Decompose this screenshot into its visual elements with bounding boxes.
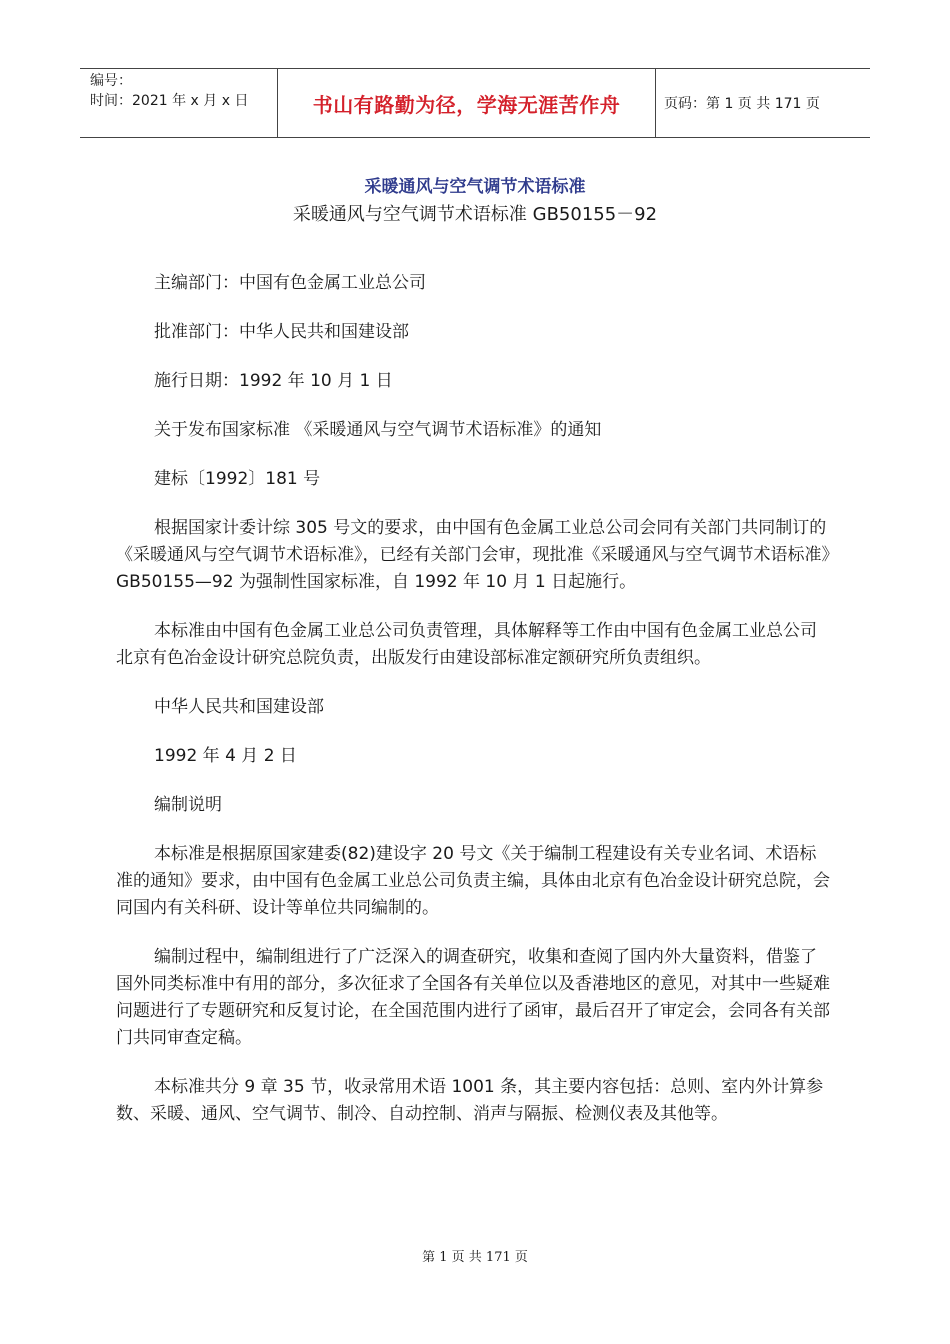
header-page-number: 页码：第 1 页 共 171 页 [664,96,820,112]
paragraph-management: 本标准由中国有色金属工业总公司负责管理，具体解释等工作由中国有色金属工业总公司北京有色冶金设计研究总院负责，出版发行由建设部标准定额研究所负责组织。 [116,621,817,668]
document-title: 采暖通风与空气调节术语标准 [364,177,586,197]
document-body [116,270,832,1150]
notice-title: 关于发布国家标准 《采暖通风与空气调节术语标准》的通知 [154,420,602,440]
editor-department: 主编部门：中国有色金属工业总公司 [154,273,426,293]
notice-number: 建标〔1992〕181 号 [154,469,321,489]
paragraph-basis: 本标准是根据原国家建委(82)建设字 20 号文《关于编制工程建设有关专业名词、术语标准的通知》要求，由中国有色金属工业总公司负责主编，具体由北京有色冶金设计研究总院，会同国内有关科研、设计等单位共同编制的。 [116,844,830,918]
header-page-cell [656,69,870,137]
issue-date: 1992 年 4 月 2 日 [154,746,297,766]
document-number-label: 编号： [90,73,132,89]
paragraph-contents: 本标准共分 9 章 35 节，收录常用术语 1001 条，其主要内容包括：总则、室内外计算参数、采暖、通风、空气调节、制冷、自动控制、消声与隔振、检测仪表及其他等。 [116,1077,824,1124]
header-motto: 书山有路勤为径，学海无涯苦作舟 [312,92,621,117]
paragraph-process: 编制过程中，编制组进行了广泛深入的调查研究，收集和查阅了国内外大量资料，借鉴了国外同类标准中有用的部分，多次征求了全国各有关单位以及香港地区的意见，对其中一些疑难问题进行了专题研究和反复讨论，在全国范围内进行了函审，最后召开了审定会，会同各有关部门共同审查定稿。 [116,947,830,1048]
page-header [80,68,870,138]
page-footer: 第 1 页 共 171 页 [422,1250,528,1265]
approval-department: 批准部门：中华人民共和国建设部 [154,322,409,342]
issuing-authority: 中华人民共和国建设部 [154,697,324,717]
section-heading: 编制说明 [154,795,222,815]
header-info-cell [80,69,278,137]
document-time-label: 时间：2021 年 x 月 x 日 [90,93,249,109]
header-motto-cell [278,69,656,137]
document-subtitle: 采暖通风与空气调节术语标准 GB50155－92 [292,204,658,225]
paragraph-approval: 根据国家计委计综 305 号文的要求，由中国有色金属工业总公司会同有关部门共同制订的《采暖通风与空气调节术语标准》，已经有关部门会审，现批准《采暖通风与空气调节术语标准》GB50155—92 为强制性国家标准，自 1992 年 10 月 1 日起施行。 [116,518,830,592]
effective-date: 施行日期：1992 年 10 月 1 日 [154,371,393,391]
